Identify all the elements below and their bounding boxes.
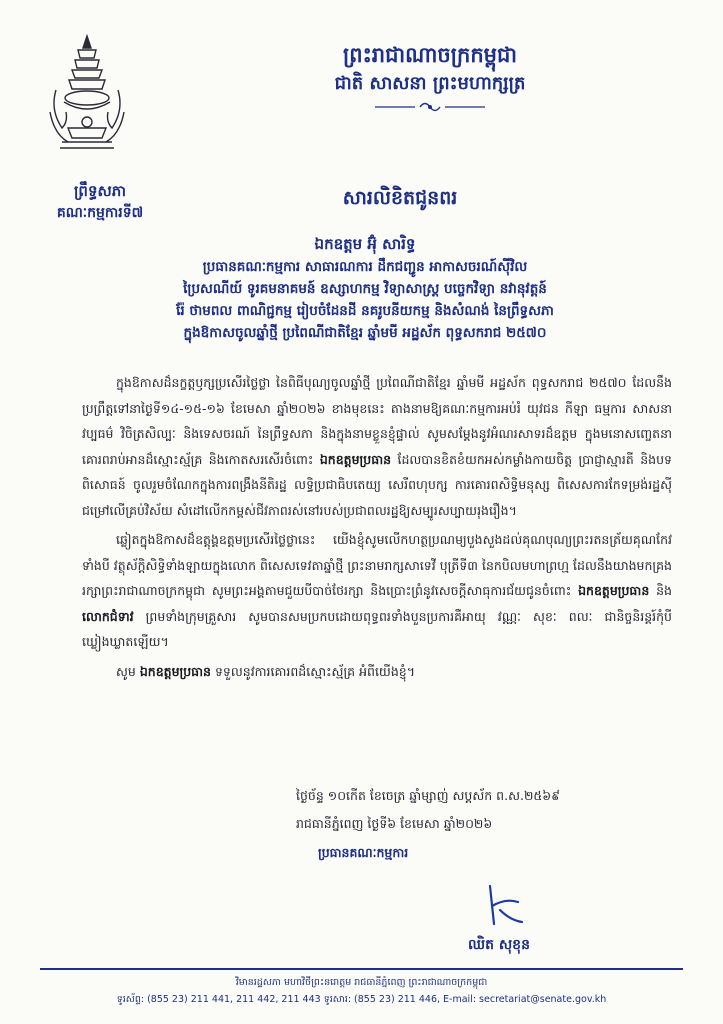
solar-date: រាជធានីភ្នំពេញ ថ្ងៃទី៦ ខែមេសា ឆ្នាំ២០២៦ (296, 816, 493, 831)
recipient-role-line: រ៉ែ ថាមពល ពាណិជ្ជកម្ម រៀបចំដែនដី នគរូបនីយកម្ម និងសំណង់ នៃព្រឹទ្ធសភា (176, 303, 554, 319)
body-paragraph (82, 370, 672, 523)
recipient-name: ឯកឧត្តម អ៊ុំ សារិទ្ធ (314, 235, 416, 253)
letterhead (180, 40, 680, 114)
recipient-role-line: ប្រៃសណីយ៍ ទូរគមនាគមន៍ ឧស្សាហកម្ម វិទ្យាសាស្ត្រ បច្ចេកវិទ្យា នវានុវត្តន៍ (183, 281, 547, 297)
signatory-role: ប្រធានគណៈកម្មការ (318, 845, 409, 860)
paragraph-text: និង (656, 583, 672, 598)
letter-body (82, 370, 672, 688)
senate-emblem-icon (42, 32, 132, 157)
institution-name: ព្រឹទ្ធសភា (73, 182, 127, 200)
recipient-role-line: ក្នុងឱកាសចូលឆ្នាំថ្មី ប្រពៃណីជាតិខ្មែរ ឆ្នាំមមី អដ្ឋស័ក ពុទ្ធសករាជ ២៥៧០ (183, 325, 547, 341)
honorific: ឯកឧត្តមប្រធាន (319, 451, 392, 467)
kingdom-name: ព្រះរាជាណាចក្រកម្ពុជា (342, 43, 517, 67)
footer-address: វិមានរដ្ឋសភា មហាវិថីព្រះនរោត្តម រាជធានីភ្នំពេញ ព្រះរាជាណាចក្រកម្ពុជា (235, 977, 488, 988)
recipient-block (60, 232, 670, 344)
closing-paragraph (82, 659, 672, 685)
footer-contact: ទូរស័ព្ទ: (855 23) 211 441, 211 442, 211 443 ទូរសារ: (855 23) 211 446, E-mail: secretariat@senate.gov.kh (116, 994, 607, 1005)
honorific: ឯកឧត្តមប្រធាន (578, 583, 650, 598)
lunar-date: ថ្ងៃច័ន្ទ ១០កើត ខែចេត្រ ឆ្នាំម្សាញ់ សប្តស័ក ព.ស.២៥៦៩ (296, 788, 560, 803)
issuing-institution (40, 180, 160, 224)
paragraph-text: ឆ្លៀតក្នុងឱកាសដ៏ឧត្តុង្គឧត្តមប្រសើរថ្លៃថ្លានេះ យើងខ្ញុំសូមលើកហត្ថប្រណម្យបួងសួងដល់គុណបុណ្យព្រះរតនត្រ័យគុណកែវទាំងបី វត្ថុស័ក្តិសិទ្ធិទាំងឡាយក្នុងលោក ពិសេសទេវតាឆ្នាំថ្មី ព្រះនាមរាក្សសាទេវី បុត្រីទី៣ នៃកបិលមហាព្រហ្ម ដែលនឹងយាងមកគ្រងរក្សាព្រះរាជាណាចក្រកម្ពុជា សូមព្រះអង្គតាមជួយបីបាច់ថែរក្សា និងប្រោះព្រំនូវសេចក្តីសាធុការជ័យជូនចំពោះ (82, 532, 672, 598)
paragraph-text: ព្រមទាំងក្រុមគ្រួសារ សូមបានសមប្រកបដោយពុទ្ធពរទាំងបួនប្រការគឺអាយុ វណ្ណៈ សុខៈ ពលៈ ជានិច្ចនិរន្តរ៍កុំបីឃ្លៀងឃ្លាតឡើយ។ (82, 608, 672, 649)
signatory-name: ឈិត សុខុន (468, 937, 530, 953)
document-title: សារលិខិតជូនពរ (342, 187, 458, 209)
footer-divider (40, 968, 683, 970)
paragraph-text: ទទួលនូវការគោរពដ៏ស្មោះស្ម័គ្រ អំពីយើងខ្ញុំ។ (214, 663, 415, 679)
footer (40, 974, 683, 1008)
recipient-role-line: ប្រធានគណៈកម្មការ សាធារណការ ដឹកជញ្ជូន អាកាសចរណ៍ស៊ីវិល (202, 259, 528, 275)
honorific: លោកជំទាវ (82, 608, 134, 624)
paragraph-text: សូម (116, 663, 136, 679)
body-paragraph (82, 527, 672, 655)
commission-name: គណៈកម្មការទី៧ (56, 205, 144, 221)
handwritten-signature-icon (470, 880, 540, 930)
ornament-divider-icon (375, 100, 485, 114)
national-motto: ជាតិ សាសនា ព្រះមហាក្សត្រ (334, 73, 526, 94)
paragraph-text: ដែលបានខិតខំយកអស់កម្លាំងកាយចិត្ត ប្រាជ្ញាស្មារតី និងបទពិសោធន៍ ចូលរួមចំណែកក្នុងការពង្រឹងនីតិរដ្ឋ លទ្ធិប្រជាធិបតេយ្យ សេរីពហុបក្ស ការគោរពសិទ្ធិមនុស្ស ពិសេសការកែទម្រង់រដ្ឋស៊ីជម្រៅលើគ្រប់វិស័យ សំដៅលើកកម្ពស់ជីវភាពរស់នៅរបស់ប្រជាពលរដ្ឋឱ្យសម្បូរសប្បាយរុងរឿង។ (82, 451, 672, 518)
paragraph-text: ក្នុងឱកាសដ៏នក្ខត្តឫក្សប្រសើរថ្លៃថ្លា នៃពិធីបុណ្យចូលឆ្នាំថ្មី ប្រពៃណីជាតិខ្មែរ ឆ្នាំមមី អដ្ឋស័ក ពុទ្ធសករាជ ២៥៧០ ដែលនឹងប្រព្រឹត្តទៅនាថ្ងៃទី១៤-១៥-១៦ ខែមេសា ឆ្នាំ២០២៦ ខាងមុខនេះ តាងនាមឱ្យគណៈកម្មការអប់រំ យុវជន កីឡា ធម្មការ សាសនា វប្បធម៌ វិចិត្រសិល្បៈ និងទេសចរណ៍ នៃព្រឹទ្ធសភា និងក្នុងនាមខ្លួនខ្ញុំផ្ទាល់ សូមសម្តែងនូវអំណរសាទរដ៏ឧត្តម ក្នុងមនោសញ្ចេតនាគោរពរាប់អានដ៏ស្មោះស្ម័គ្រ និងកោតសរសើរចំពោះ (82, 375, 672, 467)
honorific: ឯកឧត្តមប្រធាន (139, 663, 211, 679)
